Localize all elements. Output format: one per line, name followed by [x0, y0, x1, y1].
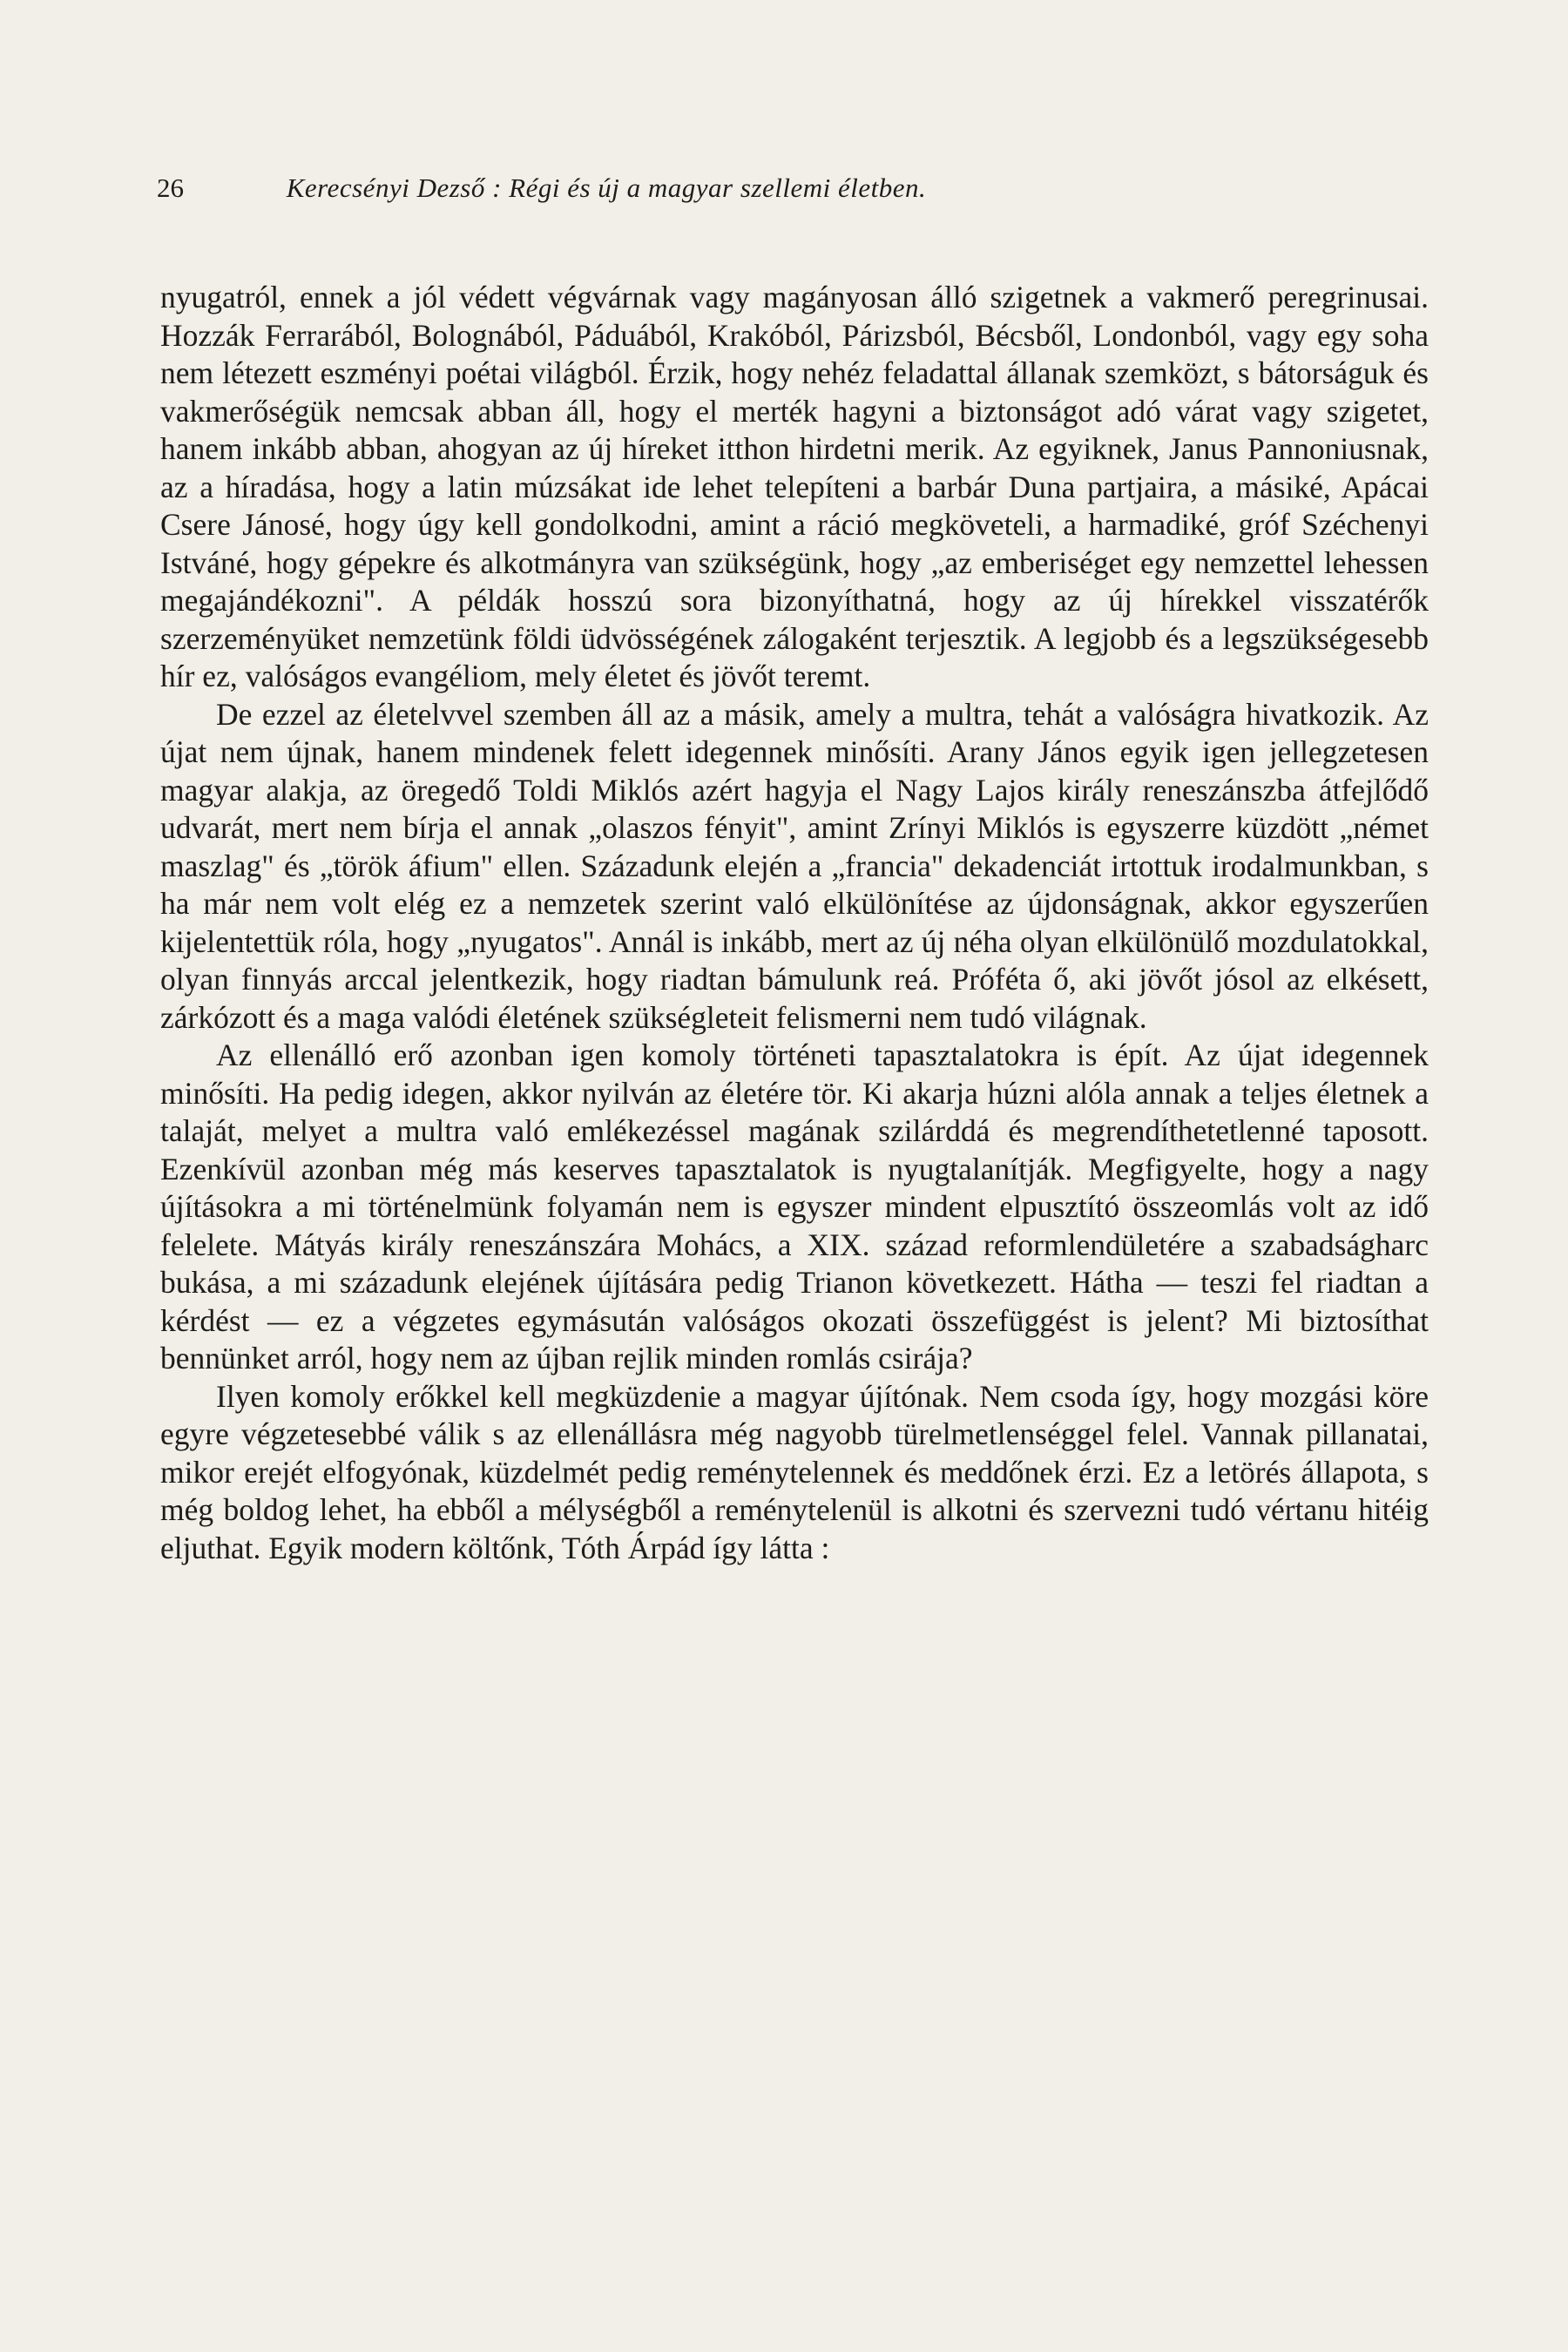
paragraph: De ezzel az életelvvel szemben áll az a másik, amely a multra, tehát a valóságra hivatkozik. Az újat nem újnak, hanem mindenek felett idegennek minősíti. Arany János egyik igen jellegzetesen magyar alakja, az öregedő Toldi Miklós azért hagyja el Nagy Lajos király reneszánszba átfejlődő udvarát, mert nem bírja el annak „olaszos fényit", amint Zrínyi Miklós is egyszerre küzdött „német maszlag" és „török áfium" ellen. Századunk elején a „francia" dekadenciát irtottuk irodalmunkban, s ha már nem volt elég ez a nemzetek szerint való elkülönítése az újdonságnak, akkor egyszerűen kijelentettük róla, hogy „nyugatos". Annál is inkább, mert az új néha olyan elkülönülő mozdulatokkal, olyan finnyás arccal jelentkezik, hogy riadtan bámulunk reá. Próféta ő, aki jövőt jósol az elkésett, zárkózott és a maga valódi életének szükségleteit felismerni nem tudó világnak.	[160, 696, 1429, 1035]
page-number: 26	[157, 172, 184, 203]
paragraph: nyugatról, ennek a jól védett végvárnak vagy magányosan álló szigetnek a vakmerő peregrinusai. Hozzák Ferrarából, Bolognából, Páduából, Krakóból, Párizsból, Bécsből, Londonból, vagy egy soha nem létezett eszményi poétai világból. Érzik, hogy nehéz feladattal állanak szemközt, s bátorságuk és vakmerőségük nemcsak abban áll, hogy el merték hagyni a biztonságot adó várat vagy szigetet, hanem inkább abban, ahogyan az új híreket itthon hirdetni merik. Az egyiknek, Janus Pannoniusnak, az a híradása, hogy a latin múzsákat ide lehet telepíteni a barbár Duna partjaira, a másiké, Apácai Csere Jánosé, hogy úgy kell gondolkodni, amint a ráció megköveteli, a harmadiké, gróf Széchenyi Istváné, hogy gépekre és alkotmányra van szükségünk, hogy „az emberiséget egy nemzettel lehessen megajándékozni". A példák hosszú sora bizonyíthatná, hogy az új hírekkel visszatérők szerzeményüket nemzetünk földi üdvösségének zálogaként terjesztik. A legjobb és a legszükségesebb hír ez, valóságos evangéliom, mely életet és jövőt teremt.	[160, 280, 1429, 693]
running-title: Kerecsényi Dezső : Régi és új a magyar szellemi életben.	[286, 172, 927, 203]
paragraph: Ilyen komoly erőkkel kell megküzdenie a magyar újítónak. Nem csoda így, hogy mozgási köre egyre végzetesebbé válik s az ellenállásra még nagyobb türelmetlenséggel felel. Vannak pillanatai, mikor erejét elfogyónak, küzdelmét pedig reménytelennek és meddőnek érzi. Ez a letörés állapota, s még boldog lehet, ha ebből a mélységből a reménytelenül is alkotni és szervezni tudó vértanu hitéig eljuthat. Egyik modern költőnk, Tóth Árpád így látta :	[160, 1378, 1429, 1565]
paragraph: Az ellenálló erő azonban igen komoly történeti tapasztalatokra is épít. Az újat idegennek minősíti. Ha pedig idegen, akkor nyilván az életére tör. Ki akarja húzni alóla annak a teljes életnek a talaját, melyet a multra való emlékezéssel magának szilárddá és megrendíthetetlenné taposott. Ezenkívül azonban még más keserves tapasztalatok is nyugtalanítják. Megfigyelte, hogy a nagy újításokra a mi történelmünk folyamán nem is egyszer mindent elpusztító összeomlás volt az idő felelete. Mátyás király reneszánszára Mohács, a XIX. század reformlendületére a szabadságharc bukása, a mi századunk elejének újítására pedig Trianon következett. Hátha — teszi fel riadtan a kérdést — ez a végzetes egymásután valóságos okozati összefüggést is jelent? Mi biztosíthat bennünket arról, hogy nem az újban rejlik minden romlás csirája?	[160, 1037, 1429, 1375]
body-text	[160, 279, 1429, 1567]
running-head	[157, 171, 1437, 206]
